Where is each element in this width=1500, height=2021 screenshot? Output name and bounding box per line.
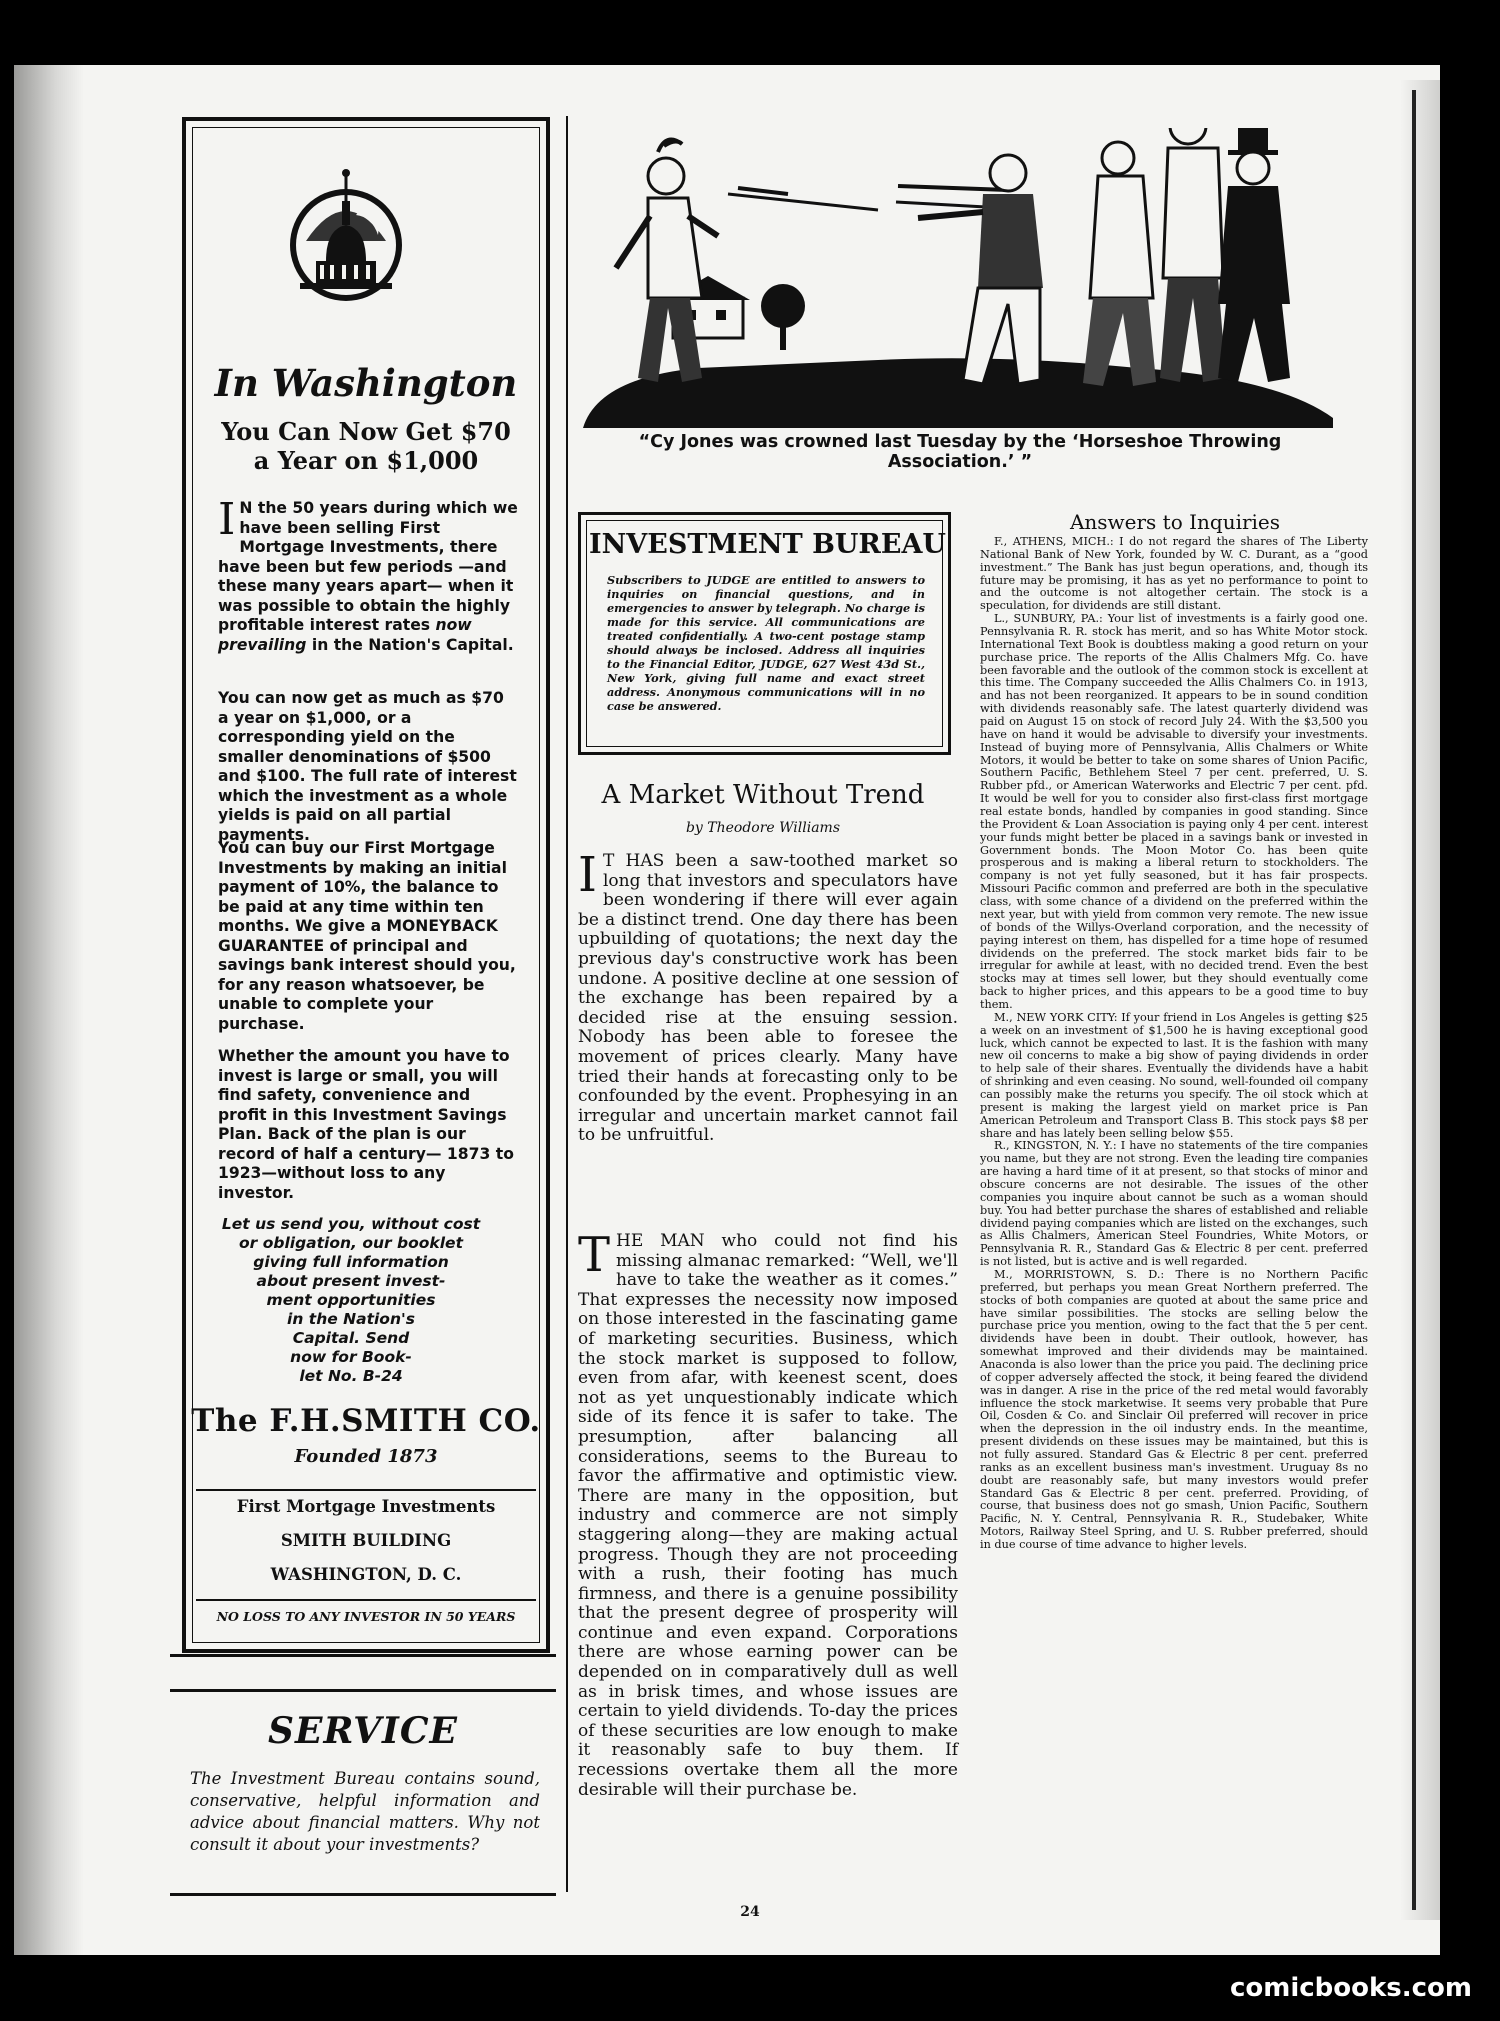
service-title: SERVICE — [268, 1710, 458, 1752]
ad-paragraph-1-text: N the 50 years during which we have been selling First Mortgage Investments, there have been but few periods —and these many years apart— when it was possible to obtain the highly profitable interest rates — [218, 499, 518, 634]
article-paragraph-1 — [578, 847, 958, 1146]
ad-subheadline: You Can Now Get $70 a Year on $1,000 — [221, 417, 511, 475]
ad-paragraph-3: You can buy our First Mortgage Investments by making an initial payment of 10%, the balance to be paid at any time within ten months. We give a MONEYBACK GUARANTEE of principal and savings bank interest should you, for any reason whatsoever, be unable to complete your purchase. — [218, 839, 516, 1033]
book-gutter — [14, 65, 84, 1955]
facing-page-edge — [1400, 80, 1440, 1920]
article-paragraph-2-text: HE MAN who could not find his missing almanac remarked: “Well, we'll have to take the weather as it comes.” That expresses the necessity now imposed on those interested in the fascinating game of marketing securities. Business, which the stock market is supposed to follow, even from afar, with keenest scent, does not as yet unquestionably indicate which side of its fence it is safer to take. The presumption, after balancing all considerations, seems to the Bureau to favor the affirmative and optimistic view. There are many in the opposition, but industry and commerce are not simply staggering along—they are making actual progress. Though they are not proceeding with a rush, their footing has much firmness, and there is a genuine possibility that the present degree of prosperity will continue and even expand. Corporations there are whose earning power can be depended on in comparatively dull as well as in brisk times, and whose issues are certain to yield dividends. To-day the prices of these securities are low enough to make it reasonably safe to buy them. If recessions overtake them all the more desirable will their purchase be. — [578, 1231, 958, 1800]
cartoon-caption-line: “Cy Jones was crowned last Tuesday by the ‘Horseshoe Throwing — [638, 432, 1282, 452]
answers-column — [980, 536, 1368, 1552]
booklet-offer-line: about present invest- — [256, 1272, 446, 1290]
company-name: The F.H.SMITH CO. — [191, 1403, 541, 1439]
article-drop-cap: I — [578, 847, 597, 903]
answer-item: M., NEW YORK CITY: If your friend in Los Angeles is getting $25 a week on an investment of $1,500 he is having exceptional good luck, which cannot be expected to last. It is the fashion with many new oil concerns to make a big show of paying dividends in order to help sale of their shares. Eventually the dividends have a habit of shrinking and even ceasing. No sound, well-founded oil company can possibly make the returns you specify. The oil stock which at present is making the largest yield on market price is Pan American Petroleum and Transport Class B. This stock pays $8 per share and has lately been selling below $55. — [980, 1010, 1368, 1140]
booklet-offer-line: let No. B-24 — [299, 1367, 403, 1385]
answer-item: L., SUNBURY, PA.: Your list of investments is a fairly good one. Pennsylvania R. R. stock has merit, and so has White Motor stock. International Text Book is doubtless making a good return on your purchase price. The reports of the Allis Chalmers Mfg. Co. have been favorable and the outlook of the common stock is excellent at this time. The Company succeeded the Allis Chalmers Co. in 1913, and has not been reorganized. It appears to be in sound condition with dividends reasonably safe. The latest quarterly dividend was paid on August 15 on stock of record July 24. With the $3,500 you have on hand it would be advisable to diversify your investments. Instead of buying more of Pennsylvania, Allis Chalmers or White Motors, it would be better to take on some shares of Union Pacific, Southern Pacific, Bethlehem Steel 7 per cent. preferred, U. S. Rubber pfd., or American Waterworks and Electric 7 per cent. pfd. It would be well for you to consider also first-class first mortgage real estate bonds, handled by companies in good standing. Since the Provident & Loan Association is paying only 4 per cent. interest your funds might better be placed in a savings bank or invested in Government bonds. The Moon Motor Co. has been quite prosperous and is making a liberal return to stockholders. The company is not yet fully seasoned, but it has fair prospects. Missouri Pacific common and preferred are both in the speculative class, with some chance of a dividend on the preferred within the next year, but with yield from common very remote. The new issue of bonds of the Willys-Overland corporation, and the necessity of paying interest on them, has dispelled for a time hope of resumed dividends on the preferred. The stock market bids fair to be irregular for awhile at least, with no decided trend. Even the best stocks may at times sell lower, but they should eventually come back to higher prices, and this appears to be a good time to buy them. — [980, 612, 1368, 1011]
ad-paragraph-2: You can now get as much as $70 a year on $1,000, or a corresponding yield on the smaller denominations of $500 and $100. The full rate of interest which the investment as a whole yields is paid on all partial payments. — [218, 689, 517, 844]
booklet-offer-line: giving full information — [253, 1253, 449, 1271]
booklet-offer-line: Capital. Send — [292, 1329, 410, 1347]
article-title: A Market Without Trend — [601, 780, 925, 810]
booklet-offer-line: in the Nation's — [287, 1310, 415, 1328]
page-number: 24 — [740, 1904, 760, 1920]
horseshoe-cartoon — [578, 128, 1338, 433]
answer-item: R., KINGSTON, N. Y.: I have no statements of the tire companies you name, but they are not strong. Even the leading tire companies are having a hard time of it at present, so that stocks of minor and obscure concerns are not desirable. The issues of the other companies you inquire about cannot be such as a woman should buy. You had better purchase the shares of established and reliable dividend paying companies which are listed on the exchanges, such as Allis Chalmers, American Steel Foundries, White Motors, or Pennsylvania R. R., Standard Gas & Electric 8 per cent. preferred is not listed, but is active and is well regarded. — [980, 1139, 1368, 1269]
booklet-offer — [206, 1215, 496, 1386]
smith-co-advertisement — [182, 117, 550, 1653]
service-rule — [170, 1689, 556, 1692]
answer-item: F., ATHENS, MICH.: I do not regard the shares of The Liberty National Bank of New York, founded by W. C. Durant, as a “good investment.” The Bank has just begun operations, and, though its future may be promising, it has as yet no performance to point to and the outcome is not altogether certain. The stock is a speculation, for dividends are still distant. — [980, 535, 1368, 613]
article-paragraph-1-text: T HAS been a saw-toothed market so long that investors and speculators have been wondering if there will ever again be a distinct trend. One day there has been upbuilding of quotations; the next day the previous day's constructive work has been undone. A positive decline at one session of the exchange has been repaired by a decided rise at the ensuing session. Nobody has been able to foresee the movement of prices clearly. Many have tried their hands at forecasting only to be confounded by the event. Prophesying in an irregular and uncertain market cannot fail to be unfruitful. — [578, 851, 958, 1146]
no-loss-tagline: NO LOSS TO ANY INVESTOR IN 50 YEARS — [216, 1609, 516, 1624]
booklet-offer-line: ment opportunities — [266, 1291, 436, 1309]
service-rule — [170, 1893, 556, 1896]
ad-divider — [196, 1489, 536, 1491]
booklet-offer-line: Let us send you, without cost — [221, 1215, 481, 1233]
ad-paragraph-1 — [218, 494, 518, 655]
article-paragraph-2 — [578, 1227, 958, 1800]
article-drop-cap: T — [578, 1227, 611, 1283]
answers-title: Answers to Inquiries — [1069, 510, 1281, 534]
cartoon-caption-line: Association.’ ” — [887, 452, 1033, 472]
bureau-notice: Subscribers to JUDGE are entitled to answers to inquiries on financial questions, and in emergencies to answer by telegraph. No charge is made for this service. All communications are treated confidentially. A two-cent postage stamp should always be inclosed. Address all inquiries to the Financial Editor, JUDGE, 627 West 43d St., New York, giving full name and exact street address. Anonymous communications will in no case be answered. — [607, 573, 925, 713]
booklet-offer-line: now for Book- — [290, 1348, 412, 1366]
capitol-dome-emblem — [286, 161, 406, 311]
booklet-offer-line: or obligation, our booklet — [239, 1234, 463, 1252]
watermark: comicbooks.com — [1229, 1973, 1472, 2003]
ad-drop-cap: I — [218, 494, 236, 545]
ad-headline: In Washington — [214, 361, 518, 405]
bureau-title: INVESTMENT BUREAU — [589, 529, 946, 560]
article-byline: by Theodore Williams — [685, 820, 841, 836]
ad-paragraph-1-emphasis: now prevailing — [218, 616, 472, 654]
ad-detail-building: SMITH BUILDING — [280, 1531, 452, 1550]
cartoon-caption — [590, 432, 1330, 472]
ad-paragraph-1-end: in the Nation's Capital. — [306, 635, 514, 654]
ad-detail-investments: First Mortgage Investments — [236, 1497, 496, 1516]
investment-bureau-box — [578, 512, 951, 755]
ad-divider — [196, 1599, 536, 1601]
ad-detail-city: WASHINGTON, D. C. — [270, 1565, 462, 1584]
service-rule — [170, 1654, 556, 1657]
column-rule — [566, 116, 568, 1892]
founded-year: Founded 1873 — [294, 1446, 438, 1467]
ad-paragraph-4: Whether the amount you have to invest is large or small, you will find safety, convenience and profit in this Investment Savings Plan. Back of the plan is our record of half a century— 1873 to 1923—without loss to any investor. — [218, 1047, 514, 1202]
answer-item: M., MORRISTOWN, S. D.: There is no Northern Pacific preferred, but perhaps you mean Great Northern preferred. The stocks of both companies are quoted at about the same price and have similar possibilities. The stocks are selling below the purchase price you mention, owing to the fact that the 5 per cent. dividends have been in doubt. Their outlook, however, has somewhat improved and their dividends may be maintained. Anaconda is also lower than the price you paid. The declining price of copper adversely affected the stock, it being feared the dividend was in danger. A rise in the price of the red metal would favorably influence the stock marketwise. It seems very probable that Pure Oil, Cosden & Co. and Sinclair Oil preferred will recover in price when the depression in the oil industry ends. In the meantime, present dividends on these issues may be maintained, but this is not fully assured. Standard Gas & Electric 8 per cent. preferred ranks as an excellent business man's investment. Uruguay 8s no doubt are reasonably safe, but many investors would prefer Standard Gas & Electric 8 per cent. preferred. Providing, of course, that business does not go smash, Union Pacific, Southern Pacific, N. Y. Central, Pennsylvania R. R., Studebaker, White Motors, Railway Steel Spring, and U. S. Rubber preferred, should in due course of time advance to higher levels. — [980, 1267, 1368, 1552]
service-text: The Investment Bureau contains sound, conservative, helpful information and advice about financial matters. Why not consult it about your investments? — [190, 1769, 540, 1854]
